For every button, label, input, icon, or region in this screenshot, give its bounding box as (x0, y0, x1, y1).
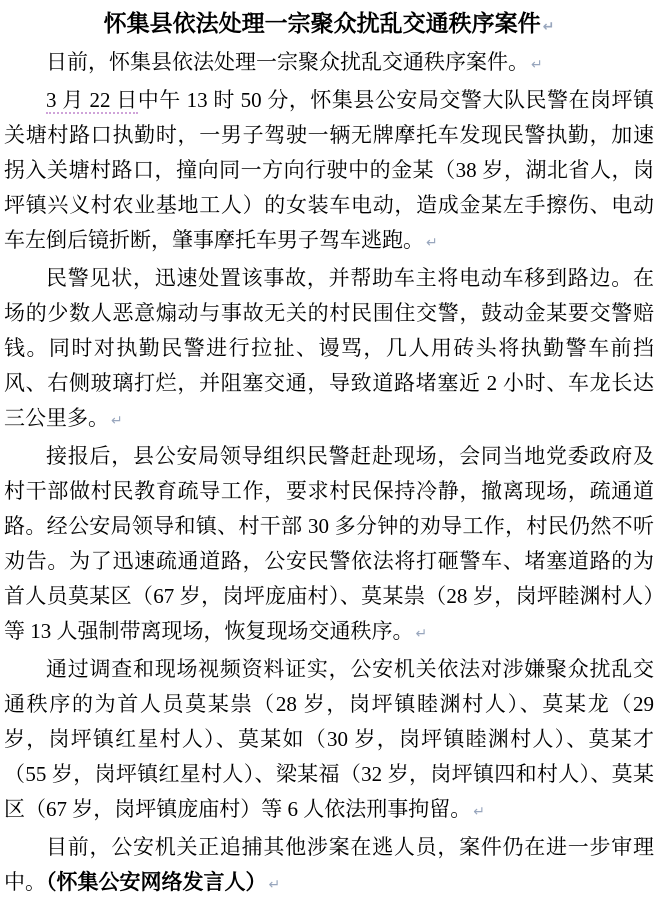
paragraph-text: 中午 13 时 50 分，怀集县公安局交警大队民警在岗坪镇关塘村路口执勤时，一男子驾驶一辆无牌摩托车发现民警执勤，加速拐入关塘村路口，撞向同一方向行驶中的金某（38 岁，湖北省人，岗坪镇兴义村农业基地工人）的女装车电动，造成金某左手擦伤、电动车左倒后镜折断，肇事摩托车男子驾车逃跑。 (4, 88, 655, 252)
paragraph-mark-icon: ↵ (415, 626, 428, 642)
document-title-text: 怀集县依法处理一宗聚众扰乱交通秩序案件 (103, 11, 541, 36)
paragraph-closing (4, 830, 654, 903)
paragraph-mark-icon: ↵ (268, 877, 281, 893)
paragraph-response (4, 439, 654, 652)
paragraph-text: 目前，公安机关正追捕其他涉案在逃人员，案件仍在进一步审理中。 (4, 835, 654, 894)
paragraph-text: 接报后，县公安局领导组织民警赶赴现场，会同当地党委政府及村干部做村民教育疏导工作，要求村民保持冷静，撤离现场，疏通道路。经公安局领导和镇、村干部 30 多分钟的劝导工作，村民仍然不听劝告。为了迅速疏通道路，公安民警依法将打砸警车、堵塞道路的为首人员莫某区（67 岁，岗坪庞庙村）、莫某祟（28 岁，岗坪睦渊村人）等 13 人强制带离现场，恢复现场交通秩序。 (4, 444, 654, 643)
paragraph-detention (4, 652, 654, 830)
paragraph-text: 民警见状，迅速处置该事故，并帮助车主将电动车移到路边。在场的少数人恶意煽动与事故无关的村民围住交警，鼓动金某要交警赔钱。同时对执勤民警进行拉扯、谩骂，几人用砖头将执勤警车前挡风、右侧玻璃打烂，并阻塞交通，导致道路堵塞近 2 小时、车龙长达三公里多。 (4, 266, 654, 430)
paragraph-mark-icon: ↵ (473, 804, 485, 820)
paragraph-mark-icon: ↵ (531, 57, 543, 73)
paragraph-mark-icon: ↵ (111, 413, 123, 429)
paragraph-mark-icon: ↵ (426, 235, 438, 251)
document-title (4, 6, 654, 45)
smart-tag-date: 3 月 22 日 (46, 88, 138, 112)
paragraph-disturbance (4, 261, 654, 439)
paragraph-text: 通过调查和现场视频资料证实，公安机关依法对涉嫌聚众扰乱交通秩序的为首人员莫某祟（28 岁，岗坪镇睦渊村人）、莫某龙（29 岁，岗坪镇红星村人）、莫某如（30 岁，岗坪镇睦渊村人）、莫某才（55 岁，岗坪镇红星村人）、梁某福（32 岁，岗坪镇四和村人）、莫某区（67 岁，岗坪镇庞庙村）等 6 人依法刑事拘留。 (4, 657, 654, 821)
paragraph-text: 日前，怀集县依法处理一宗聚众扰乱交通秩序案件。 (46, 50, 529, 74)
paragraph-incident (4, 83, 654, 261)
paragraph-intro (4, 45, 654, 83)
paragraph-mark-icon: ↵ (542, 19, 555, 35)
spokesperson-attribution: （怀集公安网络发言人） (46, 870, 267, 894)
